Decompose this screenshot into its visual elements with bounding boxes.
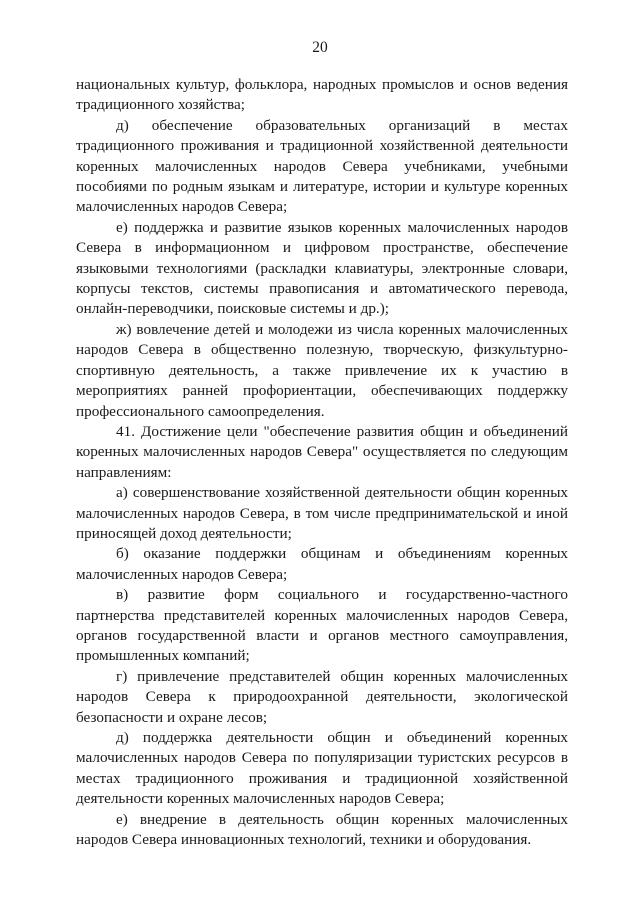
page-number: 20 [312, 39, 328, 56]
paragraph-continuation: национальных культур, фольклора, народных промыслов и основ ведения традиционного хозяйства; [76, 76, 568, 114]
paragraph-item-a-economy: а) совершенствование хозяйственной деятельности общин коренных малочисленных народов Севера, в том числе предпринимательской и иной приносящей доход деятельности; [76, 484, 568, 542]
paragraph-section-41: 41. Достижение цели "обеспечение развития общин и объединений коренных малочисленных народов Севера" осуществляется по следующим направлениям: [76, 422, 568, 481]
paragraph-item-v-partnership: в) развитие форм социального и государственно-частного партнерства представителей коренных малочисленных народов Севера, органов государственной власти и органов местного самоуправления, промышленных компаний; [76, 586, 568, 665]
paragraph-item-e-innovation: е) внедрение в деятельность общин коренных малочисленных народов Севера инновационных технологий, техники и оборудования. [76, 810, 568, 849]
paragraph-item-zh-youth: ж) вовлечение детей и молодежи из числа коренных малочисленных народов Севера в общественно полезную, творческую, физкультурно-спортивную деятельность, а также привлечение их к участию в мероприятиях ранней профориентации, обеспечивающих поддержку профессионального самоопределения. [76, 320, 568, 420]
paragraph-item-g-environment: г) привлечение представителей общин коренных малочисленных народов Севера к природоохранной деятельности, экологической безопасности и охране лесов; [76, 667, 568, 726]
paragraph-item-d-tourism: д) поддержка деятельности общин и объединений коренных малочисленных народов Севера по популяризации туристских ресурсов в местах традиционного проживания и традиционной хозяйственной деятельности коренных малочисленных народов Севера; [76, 729, 568, 808]
paragraph-item-d-education: д) обеспечение образовательных организаций в местах традиционного проживания и традиционной хозяйственной деятельности коренных малочисленных народов Севера учебниками, учебными пособиями по родным языкам и литературе, истории и культуре коренных малочисленных народов Севера; [76, 116, 568, 216]
paragraph-item-b-support: б) оказание поддержки общинам и объединениям коренных малочисленных народов Севера; [76, 545, 568, 583]
paragraph-item-e-languages: е) поддержка и развитие языков коренных малочисленных народов Севера в информационном и цифровом пространстве, обеспечение языковыми технологиями (раскладки клавиатуры, электронные словари, корпусы текстов, системы правописания и автоматического перевода, онлайн-переводчики, поисковые системы и др.); [76, 218, 568, 318]
document-body [76, 75, 568, 850]
